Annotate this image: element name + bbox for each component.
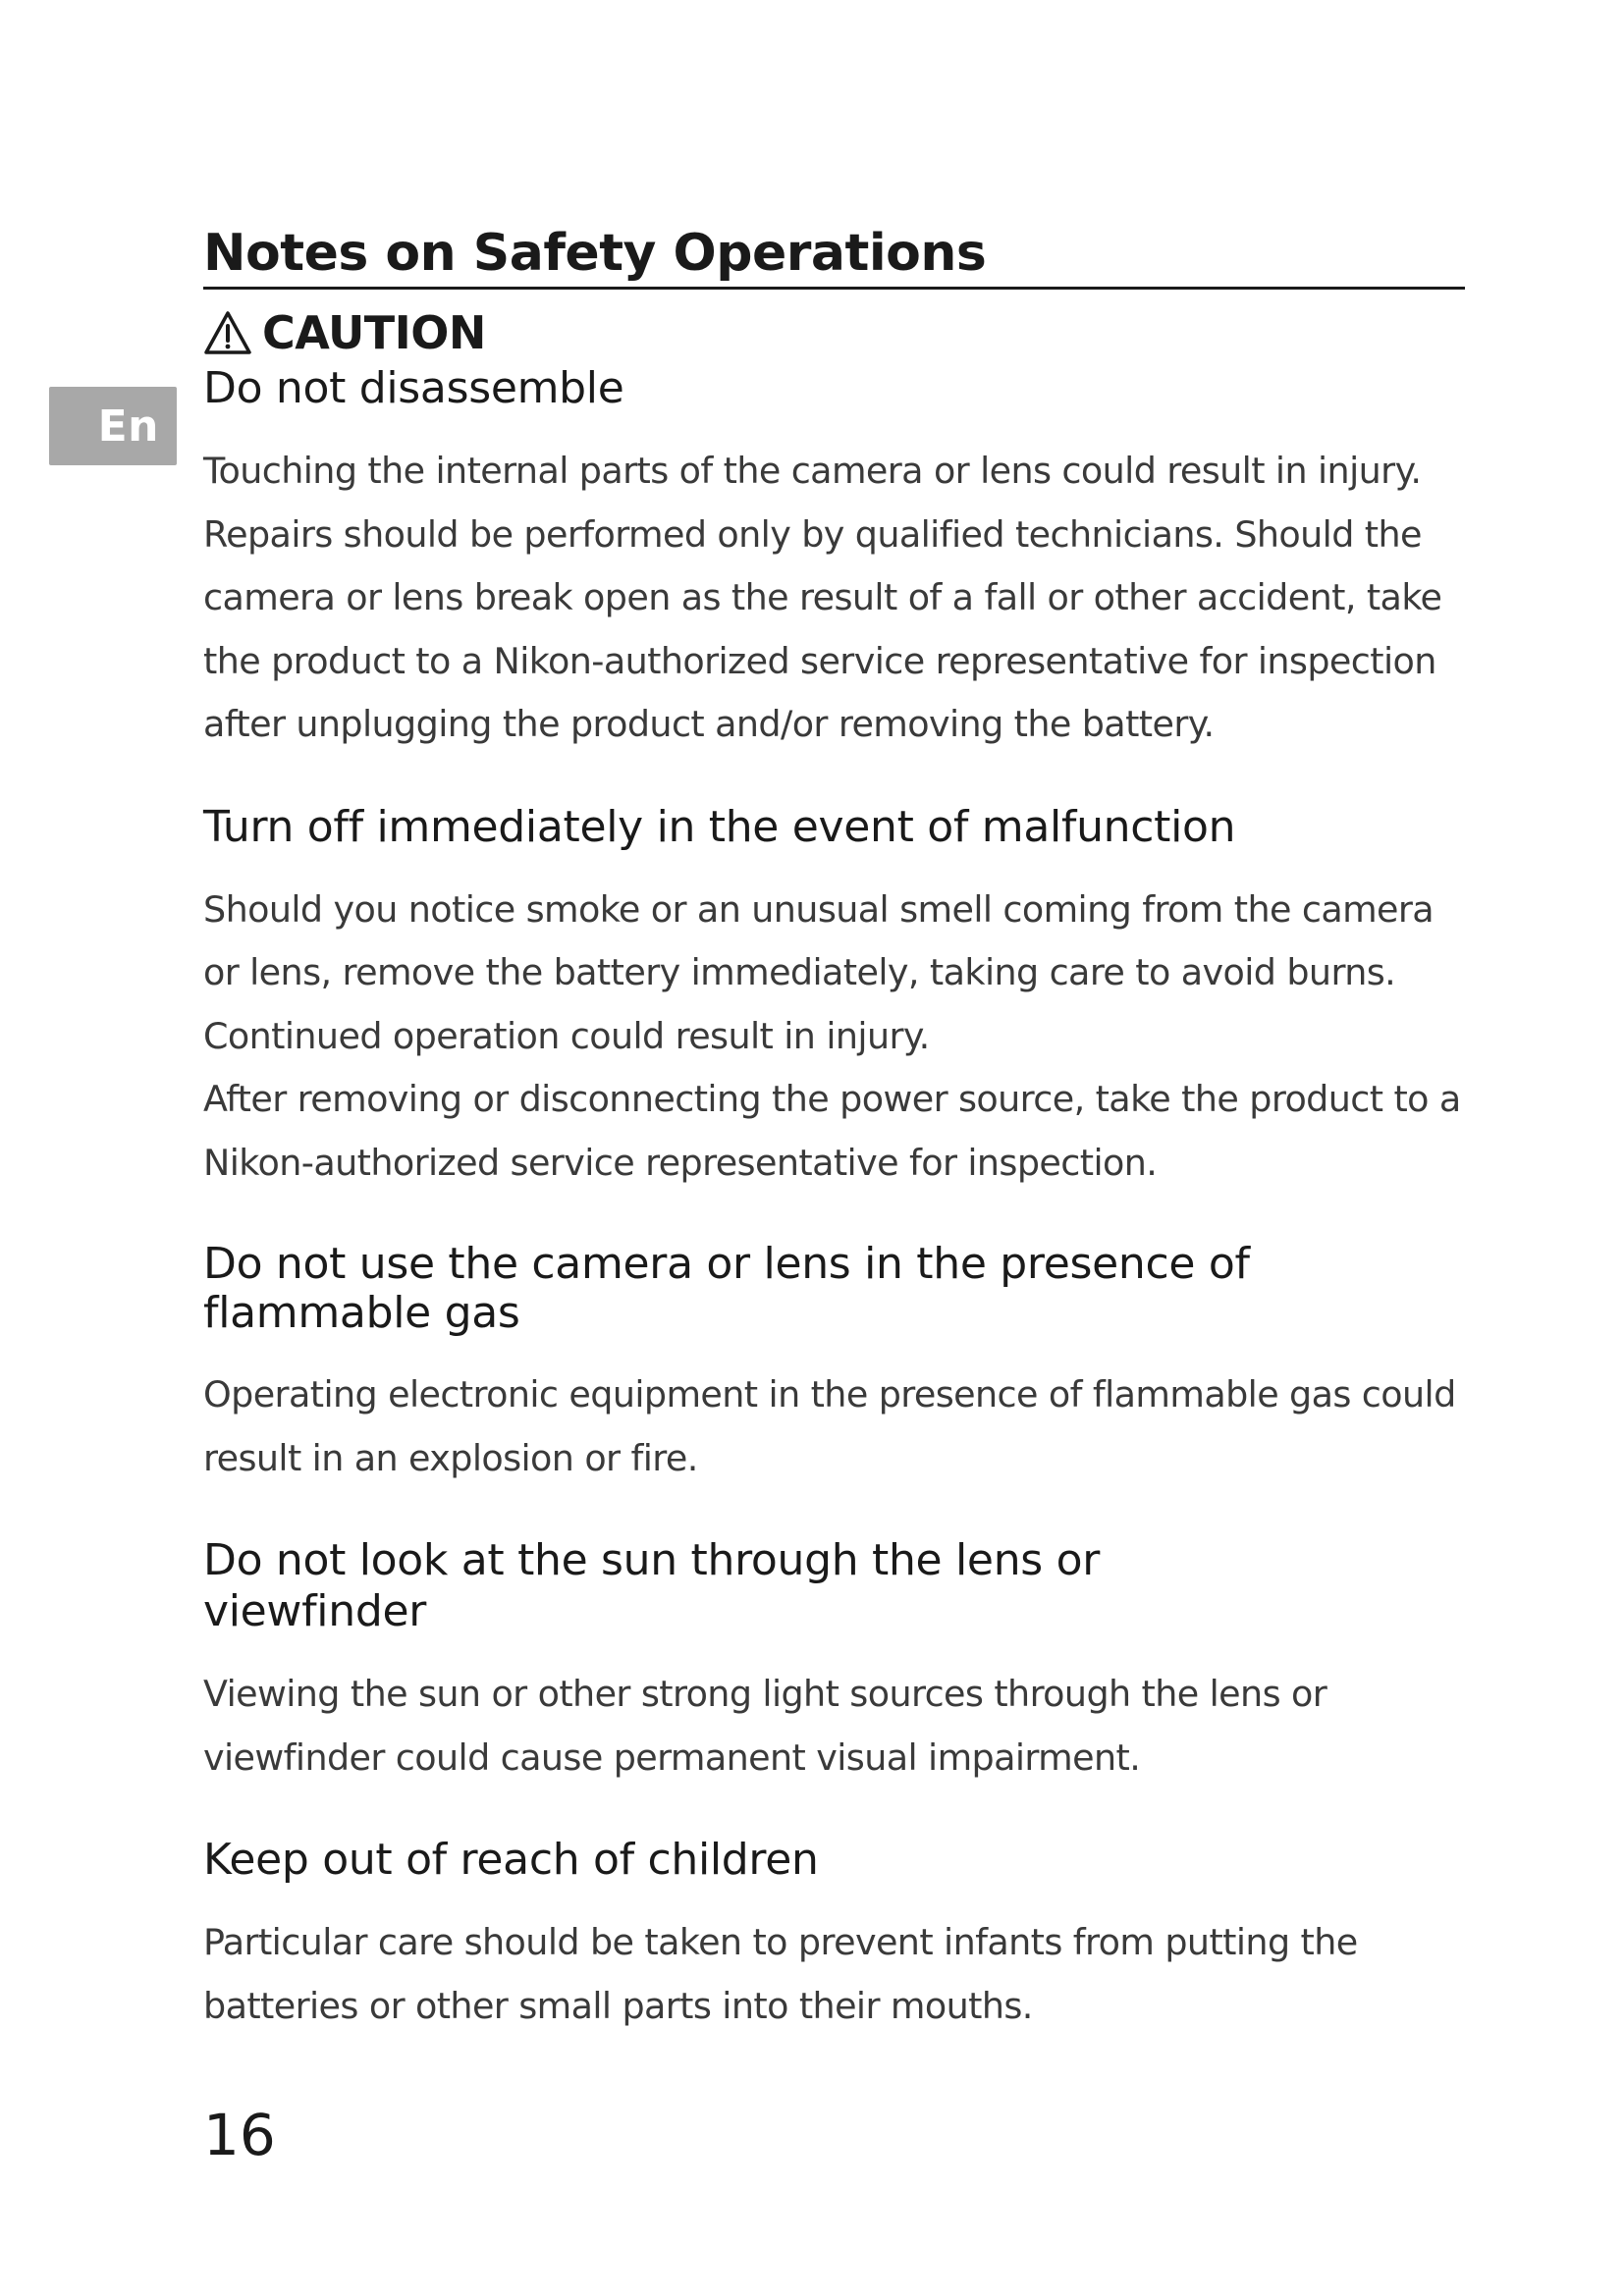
- section-heading: Keep out of reach of children: [203, 1835, 819, 1885]
- section-body: [203, 440, 1480, 757]
- section-body: [203, 1363, 1480, 1490]
- language-tab-label: En: [97, 400, 159, 452]
- section-body: [203, 879, 1480, 1196]
- warning-triangle-icon: [203, 310, 252, 355]
- section-keep-from-children: [203, 1835, 1480, 2038]
- section-paragraph: Touching the internal parts of the camera or lens could result in injury. Repairs should be performed only by qualified technicians. Should the camera or lens break open as the result of a fall or other accident, take the product to a Nikon-authorized service representative for inspection after unplugging the product and/or removing the battery.: [203, 450, 1442, 745]
- section-paragraph: After removing or disconnecting the power source, take the product to a Nikon-authorized service representative for inspection.: [203, 1078, 1461, 1184]
- section-heading: Do not disassemble: [203, 363, 624, 413]
- section-do-not-disassemble: [203, 363, 1480, 757]
- language-tab: [49, 387, 177, 465]
- section-body: [203, 1663, 1480, 1789]
- caution-label: CAUTION: [262, 306, 486, 359]
- section-paragraph: Viewing the sun or other strong light sources through the lens or viewfinder could cause permanent visual impairment.: [203, 1673, 1327, 1779]
- page-title: Notes on Safety Operations: [203, 224, 987, 283]
- section-turn-off-malfunction: [203, 802, 1480, 1196]
- page-number: 16: [203, 2102, 276, 2168]
- section-body: [203, 1911, 1480, 2038]
- safety-notes-content: [203, 363, 1480, 2038]
- section-heading: Turn off immediately in the event of malfunction: [203, 801, 1236, 852]
- section-paragraph: Should you notice smoke or an unusual smell coming from the camera or lens, remove the battery immediately, taking care to avoid burns. Continued operation could result in injury.: [203, 887, 1435, 1057]
- section-paragraph: Particular care should be taken to prevent infants from putting the batteries or other small parts into their mouths.: [203, 1921, 1358, 2027]
- section-sun-through-lens: [203, 1535, 1480, 1789]
- section-heading: Do not use the camera or lens in the presence of flammable gas: [203, 1239, 1250, 1338]
- section-heading: Do not look at the sun through the lens or viewfinder: [203, 1535, 1101, 1636]
- section-flammable-gas: [203, 1240, 1480, 1490]
- section-paragraph: Operating electronic equipment in the presence of flammable gas could result in an explosion or fire.: [203, 1373, 1456, 1479]
- caution-header: [203, 302, 486, 363]
- title-divider: [203, 287, 1465, 290]
